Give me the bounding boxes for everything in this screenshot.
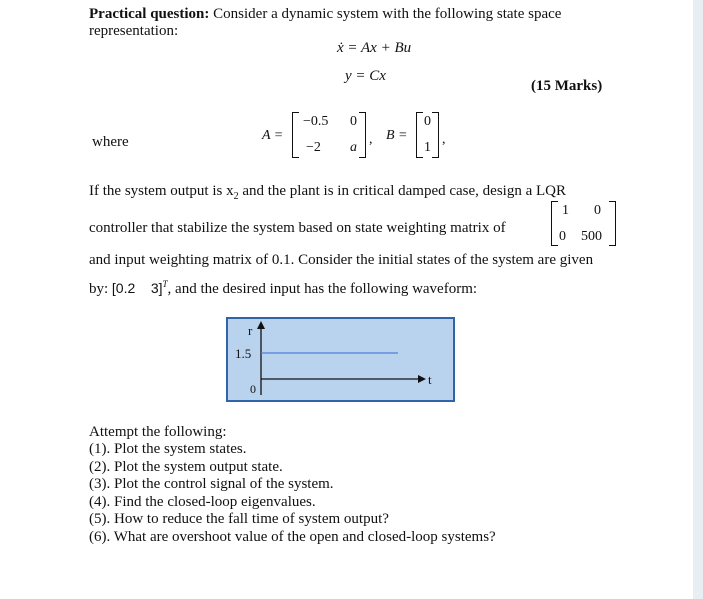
paragraph-line-4 (89, 275, 477, 298)
y-axis-label: r (248, 323, 253, 338)
tasks-heading: Attempt the following: (89, 424, 227, 440)
matrix-b-r1: 0 (424, 114, 431, 129)
intro-line-1 (89, 5, 561, 23)
paragraph-line-4-rest: , and the desired input has the following waveform: (167, 281, 478, 297)
matrix-b-left-bracket (416, 112, 423, 158)
matrix-a-comma: , (369, 132, 373, 147)
intro-line-2: representation: (89, 23, 179, 39)
paragraph-line-1-start: If the system output is x (89, 183, 234, 199)
marks-label: (15 Marks) (531, 78, 603, 94)
task-item: (3). Plot the control signal of the system. (89, 476, 334, 492)
matrix-q-right-bracket (609, 201, 616, 246)
paragraph-line-1-rest: and the plant is in critical damped case, design a LQR (238, 183, 566, 199)
matrix-a-r1c1: −0.5 (303, 114, 329, 129)
matrix-a-r2c1: −2 (306, 140, 321, 155)
matrix-q-r1c2: 0 (594, 203, 601, 218)
task-item: (6). What are overshoot value of the open and closed-loop systems? (89, 528, 496, 545)
state-equation: ẋ = Ax + Bu (337, 40, 412, 56)
origin-label: 0 (250, 382, 256, 396)
matrix-q-r2c2: 500 (581, 229, 602, 244)
where-label: where (92, 134, 129, 150)
matrix-b-r2: 1 (424, 140, 431, 155)
matrix-a-r1c2: 0 (350, 114, 357, 129)
output-subscript: 2 (233, 191, 239, 202)
paragraph-line-1 (89, 182, 566, 206)
matrix-q-r1c1: 1 (562, 203, 569, 218)
matrix-q-left-bracket (551, 201, 558, 246)
output-equation: y = Cx (345, 68, 386, 84)
task-list (89, 441, 496, 546)
matrix-b-label: B = (386, 128, 408, 143)
paragraph-line-3: and input weighting matrix of 0.1. Consider the initial states of the system are given (89, 252, 594, 268)
task-item: (2). Plot the system output state. (89, 458, 283, 475)
waveform-plot (228, 319, 453, 400)
matrix-a-label: A = (262, 128, 284, 143)
question-heading: Practical question: (89, 6, 210, 22)
initial-state-vector: [0.2 3] (111, 280, 163, 296)
matrix-q-r2c1: 0 (559, 229, 566, 244)
intro-text: Consider a dynamic system with the following state space (213, 6, 562, 22)
paragraph-line-2: controller that stabilize the system based on state weighting matrix of (89, 220, 506, 236)
x-axis-arrow (418, 375, 426, 383)
task-item: (1). Plot the system states. (89, 441, 247, 457)
task-item: (4). Find the closed-loop eigenvalues. (89, 493, 316, 510)
level-label: 1.5 (235, 346, 252, 361)
matrix-a-left-bracket (292, 112, 299, 158)
matrix-b-right-bracket (432, 112, 439, 158)
y-axis-arrow (257, 321, 265, 329)
waveform-figure (226, 317, 455, 402)
paragraph-line-4-start: by: (89, 281, 109, 297)
matrix-a-right-bracket (359, 112, 366, 158)
task-item: (5). How to reduce the fall time of system output? (89, 511, 389, 527)
matrix-a-r2c2: a (350, 140, 357, 155)
transpose-superscript: T (162, 279, 168, 289)
x-axis-label: t (428, 372, 432, 387)
matrix-b-comma: , (442, 132, 446, 147)
